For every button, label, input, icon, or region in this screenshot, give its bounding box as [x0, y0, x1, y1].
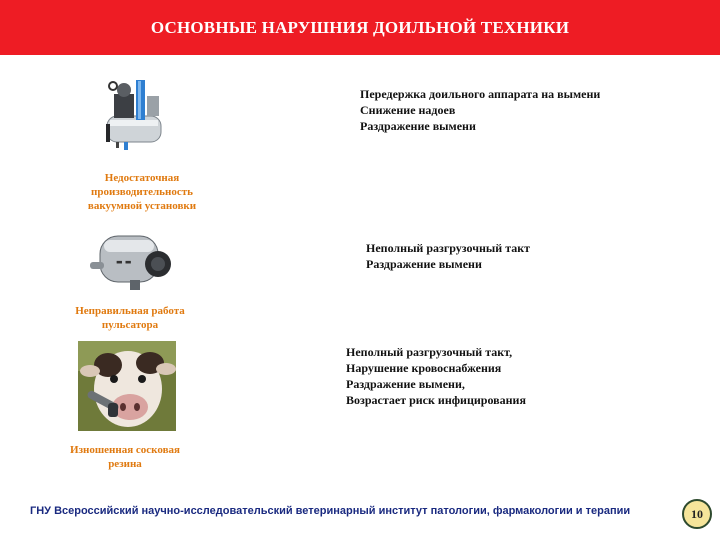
effect-item: Раздражение вымени [366, 257, 482, 271]
svg-text:▬ ▬: ▬ ▬ [116, 258, 132, 266]
vacuum-pump-unit-image [102, 76, 168, 152]
effects-list-1 [360, 86, 600, 134]
effect-item: Возрастает риск инфицирования [346, 393, 526, 407]
cause-caption-2: Неправильная работа пульсатора [75, 305, 185, 331]
effect-item: Раздражение вымени, [346, 377, 465, 391]
effect-item: Раздражение вымени [360, 119, 476, 133]
effect-item: Неполный разгрузочный такт, [346, 345, 513, 359]
effects-list-2 [366, 240, 530, 272]
effects-list-3 [346, 344, 526, 408]
effect-item: Неполный разгрузочный такт [366, 241, 531, 255]
header-bar [0, 0, 720, 55]
institute-footer: ГНУ Всероссийский научно-исследовательский ветеринарный институт патологии, фармакологии и терапии [30, 505, 631, 517]
cause-caption-3: Изношенная сосковая резина [70, 444, 180, 470]
pulsator-image [90, 226, 180, 292]
cause-caption-1: Недостаточная производительность вакуумной установки [87, 172, 197, 212]
page-title: ОСНОВНЫЕ НАРУШНИЯ ДОИЛЬНОЙ ТЕХНИКИ [150, 17, 570, 37]
cow-milking-image [78, 341, 176, 431]
effect-item: Снижение надоев [360, 103, 456, 117]
effect-item: Передержка доильного аппарата на вымени [360, 87, 601, 101]
page-number-badge: 10 [682, 499, 712, 529]
effect-item: Нарушение кровоснабжения [346, 361, 502, 375]
